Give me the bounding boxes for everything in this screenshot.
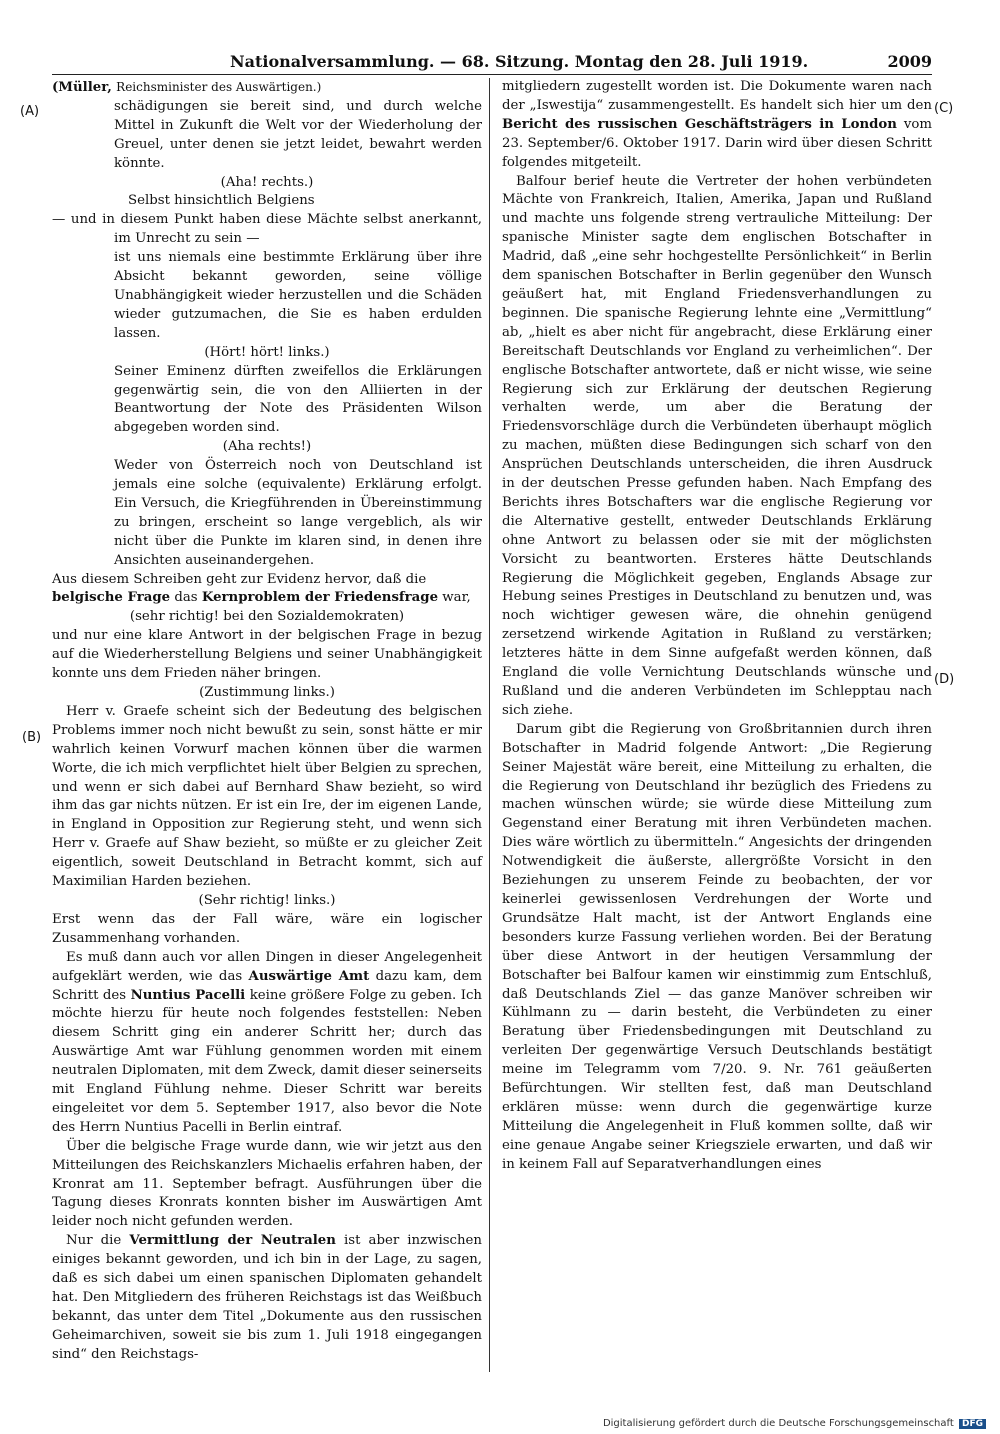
paragraph: Seiner Eminenz dürften zweifellos die Erklärungen gegenwärtig sein, die von den Alliierten in der Beantwortung der Note des Präsidenten Wilson abgegeben worden sind.	[114, 363, 482, 436]
interjection: (sehr richtig! bei den Sozialdemokraten)	[129, 609, 405, 625]
paragraph: Selbst hinsichtlich Belgiens	[128, 193, 315, 209]
paragraph: — und in diesem Punkt haben diese Mächte selbst anerkannt, im Unrecht zu sein —	[52, 212, 482, 247]
paragraph	[52, 949, 482, 1138]
margin-marker-b: (B)	[22, 730, 42, 745]
text-run: Nur die	[66, 1233, 122, 1249]
paragraph: Aus diesem Schreiben geht zur Evidenz hervor, daß die	[52, 571, 427, 587]
text-run: mitgliedern zugestellt worden ist. Die Dokumente waren nach der „Iswestija“ zusammengestellt. Es handelt sich hier um den	[502, 79, 932, 113]
speaker-attribution	[52, 78, 482, 98]
paragraph: und nur eine klare Antwort in der belgischen Frage in bezug auf die Wiederherstellung Belgiens und seiner Unabhängigkeit konnte uns dem Frieden näher bringen.	[52, 628, 482, 682]
paragraph: Weder von Österreich noch von Deutschland ist jemals eine solche (equivalente) Erklärung erfolgt. Ein Versuch, die Kriegführenden in Übereinstimmung zu bringen, erscheint so lange vergeblich, als wir nicht über die Punkte im klaren sind, in denen ihre Ansichten auseinandergehen.	[114, 458, 482, 568]
text-run: vom 23. September/6. Oktober 1917. Darin wird über diesen Schritt folgendes mitgeteilt.	[502, 116, 932, 170]
emphasis: belgische Frage	[52, 590, 171, 606]
interjection: (Aha rechts!)	[222, 439, 312, 455]
right-column	[502, 78, 932, 1175]
text-run: war,	[442, 590, 471, 606]
paragraph: Darum gibt die Regierung von Großbritannien durch ihren Botschafter in Madrid folgende Antwort: „Die Regierung Seiner Majestät wäre bereit, eine Mitteilung zu erhalten, die die Regierung von Deutschland ihr bezüglich des Friedens zu machen wünschen würde; sie würde diese Mitteilung zum Gegenstand einer Beratung mit ihren Verbündeten machen. Dies wäre wörtlich zu übermitteln.“ Angesichts der dringenden Notwendigkeit die äußerste, allergrößte Vorsicht in den Beziehungen zu unserem Feinde zu beobachten, der vor keinerlei gewissenlosen Verdrehungen der Worte und Grundsätze Halt macht, ist der Antwort Englands eine besonders kurze Fassung verliehen worden. Bei der Beratung über diese Antwort in der heutigen Versammlung der Botschafter bei Balfour kamen wir einstimmig zum Entschluß, daß Deutschlands Ziel — das ganze Manöver schreiben wir Kühlmann zu — darin besteht, die Verbündeten zu einer Beratung über Friedensbedingungen mit Deutschland zu verleiten Der gegenwärtige Versuch Deutschlands bestätigt meine im Telegramm vom 7/20. 9. Nr. 761 geäußerten Befürchtungen. Wir stellten fest, daß man Deutschland erklären müsse: wenn durch die gegenwärtige kurze Mitteilung die Angelegenheit in Fluß kommen sollte, daß wir eine genaue Angabe seiner Kriegsziele erwarten, und daß wir in keinem Fall auf Separatverhandlungen eines	[502, 721, 932, 1172]
page-number: 2009	[887, 52, 932, 71]
paragraph: Balfour berief heute die Vertreter der hohen verbündeten Mächte von Frankreich, Italien, Amerika, Japan und Rußland und machte uns folgende streng vertrauliche Mitteilung: Der spanische Minister sagte dem englischen Botschafter in Madrid, daß „eine sehr hochgestellte Persönlichkeit“ in Berlin dem spanischen Botschafter in Berlin gegenüber den Wunsch geäußert hat, mit England Friedensverhandlungen zu beginnen. Die spanische Regierung lehnte eine „Vermittlung“ ab, „hielt es aber nicht für angebracht, diese Erklärung einer Bereitschaft Deutschlands vor England zu verheimlichen“. Der englische Botschafter antwortete, daß er nicht wisse, wie seine Regierung sich zur Erklärung der deutschen Regierung verhalten werde, um aber die Beratung der Friedensvorschläge durch die Verbündeten überhaupt möglich zu machen, müßten diese Bedingungen sich scharf von den Ansprüchen Deutschlands unterscheiden, die ihren Ausdruck in der deutschen Presse gefunden haben. Nach Empfang des Berichts ihres Botschafters war die englische Regierung vor die Alternative gestellt, entweder Deutschlands Erklärung ohne Antwort zu belassen oder sie mit der möglichsten Vorsicht zu beantworten. Ersteres hätte Deutschlands Regierung die Möglichkeit gegeben, Englands Absage zur Hebung seines Prestiges in Deutschland zu benutzen und, was noch wichtiger gewesen wäre, die ohnehin genügend zersetzend wirkende Agitation in Rußland zu verstärken; letzteres hätte in dem Sinne aufgefaßt werden können, daß England die volle Vernichtung Deutschlands wünsche und Rußland und die anderen Verbündeten im Schlepptau nach sich ziehe.	[502, 173, 932, 718]
paragraph	[52, 589, 482, 608]
speaker-name: (Müller,	[52, 80, 112, 95]
interjection: (Zustimmung links.)	[199, 685, 335, 700]
margin-marker-c: (C)	[934, 101, 954, 116]
margin-marker-a: (A)	[20, 104, 40, 119]
paragraph	[502, 78, 932, 173]
margin-marker-d: (D)	[934, 672, 955, 687]
digitization-credit	[603, 1418, 986, 1429]
running-title: Nationalversammlung. — 68. Sitzung. Montag den 28. Juli 1919.	[230, 52, 809, 71]
speaker-role: Reichsminister des Auswärtigen.)	[116, 80, 322, 94]
paragraph: Über die belgische Frage wurde dann, wie wir jetzt aus den Mitteilungen des Reichskanzlers Michaelis erfahren haben, der Kronrat am 11. September befragt. Ausführungen über die Tagung dieses Kronrats konnten bisher im Auswärtigen Amt leider noch nicht gefunden werden.	[52, 1138, 482, 1230]
text-run: keine größere Folge zu geben. Ich möchte hierzu für heute noch folgendes feststellen: Neben diesem Schritt ging ein anderer Schritt her; durch das Auswärtige Amt war Fühlung genommen worden mit einem neutralen Diplomaten, mit dem Zweck, damit dieser seinerseits mit England Fühlung nehme. Dieser Schritt war bereits eingeleitet vor dem 5. September 1917, also bevor die Note des Herrn Nuntius Pacelli in Berlin eintraf.	[52, 987, 482, 1135]
paragraph: ist uns niemals eine bestimmte Erklärung über ihre Absicht bekannt geworden, seine völlige Unabhängigkeit wieder herzustellen und die Schäden wieder gutzumachen, die Sie es haben erdulden lassen.	[114, 250, 482, 341]
interjection: (Sehr richtig! links.)	[198, 892, 336, 908]
paragraph: schädigungen sie bereit sind, und durch welche Mittel in Zukunft die Welt vor der Wiederholung der Greuel, unter denen sie jetzt leidet, bewahrt werden könnte.	[114, 98, 482, 171]
text-run: Es muß dann auch vor allen Dingen in dieser Angelegenheit aufgeklärt werden, wie das	[52, 949, 482, 984]
credit-text: Digitalisierung gefördert durch die Deutsche Forschungsgemeinschaft	[602, 1418, 954, 1429]
text-run: ist aber inzwischen einiges bekannt geworden, und ich bin in der Lage, zu sagen, daß es sich dabei um einen spanischen Diplomaten gehandelt hat. Den Mitgliedern des früheren Reichstags ist das Weißbuch bekannt, das unter dem Titel „Dokumente aus den russischen Geheimarchiven, soweit sie bis zum 1. Juli 1918 eingegangen sind“ den Reichstags-	[52, 1233, 482, 1362]
emphasis: Vermittlung der Neutralen	[129, 1233, 336, 1249]
emphasis: Kernproblem der Friedensfrage	[201, 590, 439, 606]
page-header	[52, 50, 932, 75]
paragraph: Erst wenn das der Fall wäre, wäre ein logischer Zusammenhang vorhanden.	[52, 911, 482, 946]
column-divider	[489, 78, 490, 1372]
text-run: dazu kam, dem Schritt des	[52, 968, 482, 1003]
emphasis: Auswärtige Amt	[248, 968, 370, 984]
paragraph	[52, 1232, 482, 1364]
dfg-logo: DFG	[959, 1419, 986, 1429]
text-run: das	[174, 590, 198, 606]
interjection: (Aha! rechts.)	[220, 174, 314, 190]
left-column	[52, 78, 482, 1365]
emphasis: Nuntius Pacelli	[130, 987, 246, 1003]
emphasis: Bericht des russischen Geschäftsträgers in London	[502, 116, 897, 132]
interjection: (Hört! hört! links.)	[204, 344, 330, 360]
paragraph: Herr v. Graefe scheint sich der Bedeutung des belgischen Problems immer noch nicht bewußt zu sein, sonst hätte er mir wahrlich keinen Vorwurf machen können über die warmen Worte, die ich mich verpflichtet hielt über Belgien zu sprechen, und wenn er sich dabei auf Bernhard Shaw bezieht, so wird ihm das gar nichts nützen. Er ist ein Ire, der im eigenen Lande, in England in Opposition zur Regierung steht, und wenn sich Herr v. Graefe auf Shaw bezieht, so müßte er zu gleicher Zeit eigentlich, soweit Deutschland in Betracht kommt, sich auf Maximilian Harden beziehen.	[52, 703, 482, 890]
